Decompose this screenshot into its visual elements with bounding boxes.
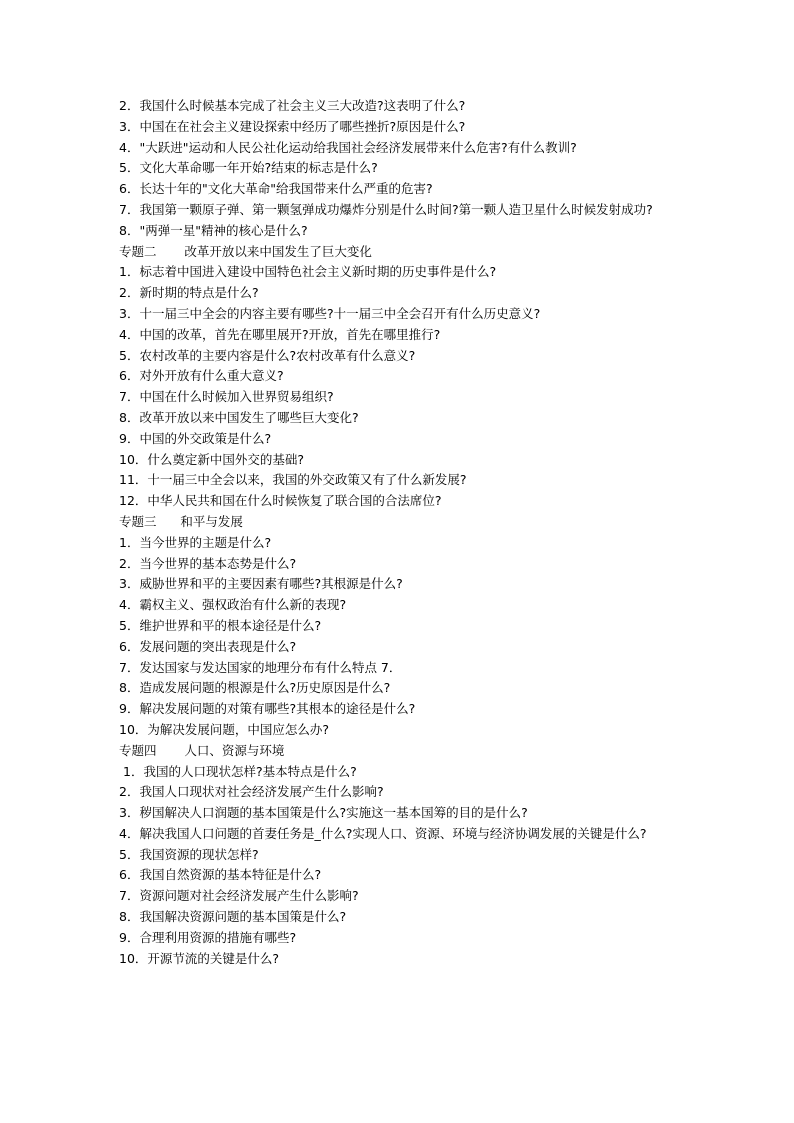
question-line: 3．秽国解决人口润题的基本国策是什么?实施这一基本国筹的目的是什么? (119, 805, 528, 821)
question-line: 8．我国解决资源问题的基本国策是什么? (119, 909, 347, 925)
question-line: 8．改革开放以来中国发生了哪些巨大变化? (119, 409, 359, 425)
question-line: 3．十一届三中全会的内容主要有哪些?十一届三中全会召开有什么历史意义? (119, 305, 541, 321)
question-line: 1．我国的人口现状怎样?基本特点是什么? (123, 763, 357, 779)
question-line: 3．威胁世界和平的主要因素有哪些?其根源是什么? (119, 576, 403, 592)
question-line: 7．发达国家与发达国家的地理分布有什么特点 7． (119, 659, 402, 675)
question-line: 9．中国的外交政策是什么? (119, 430, 272, 446)
question-line: 9．解决发展问题的对策有哪些?其根本的途径是什么? (119, 701, 416, 717)
question-line: 10．什么奠定新中国外交的基础? (119, 451, 305, 467)
question-line: 5．文化大革命哪一年开始?结束的标志是什么? (119, 160, 378, 176)
section-heading: 专题四 人口、资源与环境 (119, 742, 285, 758)
question-line: 4．解决我国人口问题的首妻任务是_什么?实现人口、资源、环境与经济协调发展的关键是什么? (119, 825, 647, 841)
question-line: 5．我国资源的现状怎样? (119, 846, 259, 862)
question-line: 12．中华人民共和国在什么时候恢复了联合国的合法席位? (119, 493, 442, 509)
question-line: 10．为解决发展问题，中国应怎么办? (119, 721, 330, 737)
question-line: 2．当今世界的基本态势是什么? (119, 555, 297, 571)
question-line: 2．新时期的特点是什么? (119, 285, 259, 301)
question-line: 2．我国人口现状对社会经济发展产生什么影响? (119, 784, 384, 800)
question-line: 5．农村改革的主要内容是什么?农村改革有什么意义? (119, 347, 416, 363)
question-line: 6．我国自然资源的基本特征是什么? (119, 867, 322, 883)
question-line: 9．合理利用资源的措施有哪些? (119, 929, 297, 945)
question-line: 4．"大跃进"运动和人民公社化运动给我国社会经济发展带来什么危害?有什么教训? (119, 139, 577, 155)
question-line: 8．"两弹一星"精神的核心是什么? (119, 222, 308, 238)
section-heading: 专题二 改革开放以来中国发生了巨大变化 (119, 243, 372, 259)
question-line: 5．维护世界和平的根本途径是什么? (119, 617, 322, 633)
question-line: 2．我国什么时候基本完成了社会主义三大改造?这表明了什么? (119, 98, 466, 113)
question-line: 8．造成发展问题的根源是什么?历史原因是什么? (119, 680, 391, 696)
question-line: 1．当今世界的主题是什么? (119, 534, 272, 550)
question-line: 11．十一届三中全会以来，我国的外交政策又有了什么新发展? (119, 472, 467, 488)
question-line: 7．我国第一颗原子弹、第一颗氢弹成功爆炸分别是什么时间?第一颗人造卫星什么时候发射成功? (119, 201, 653, 217)
question-line: 4．中国的改革，首先在哪里展开?开放，首先在哪里推行? (119, 326, 441, 342)
question-line: 7．资源问题对社会经济发展产生什么影响? (119, 888, 359, 904)
section-heading: 专题三 和平与发展 (119, 513, 243, 529)
question-line: 6．对外开放有什么重大意义? (119, 368, 284, 384)
question-line: 10．开源节流的关键是什么? (119, 950, 280, 966)
question-line: 3．中国在在社会主义建设探索中经历了哪些挫折?原因是什么? (119, 118, 466, 134)
question-line: 6．发展问题的突出表现是什么? (119, 638, 297, 654)
question-line: 1．标志着中国进入建设中国特色社会主义新时期的历史事件是什么? (119, 264, 497, 280)
question-line: 4．霸权主义、强权政治有什么新的表现? (119, 597, 347, 613)
document-page (119, 96, 679, 969)
question-line: 6．长达十年的"文化大革命"给我国带来什么严重的危害? (119, 181, 433, 197)
question-line: 7．中国在什么时候加入世界贸易组织? (119, 389, 334, 405)
